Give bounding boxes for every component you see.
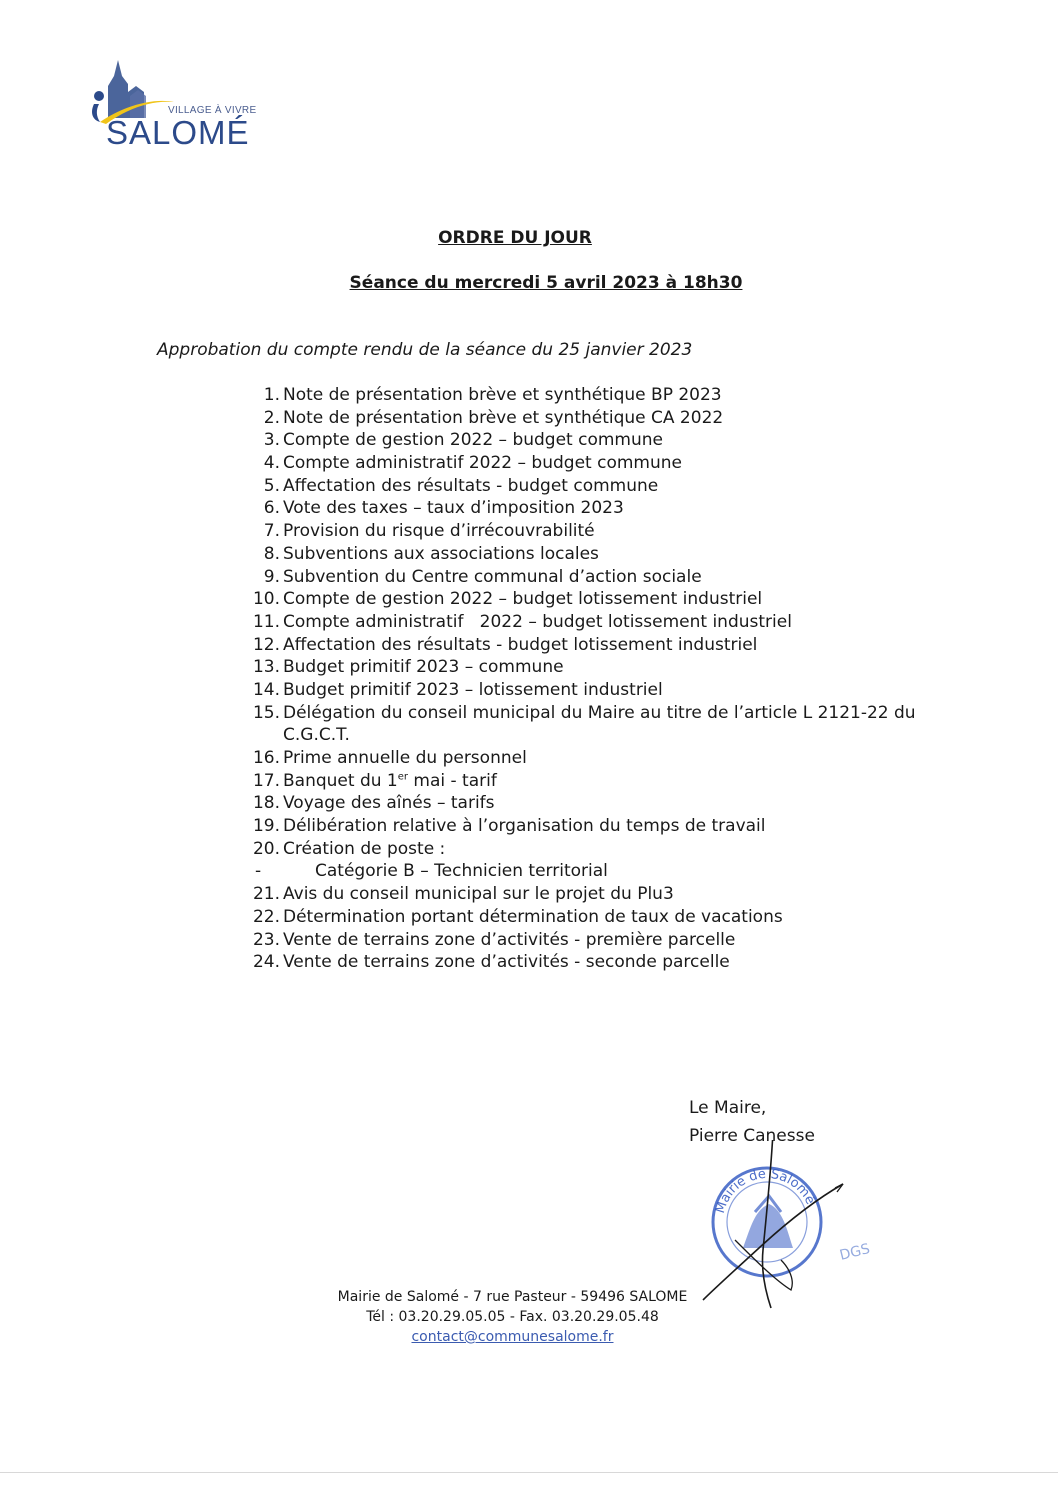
footer-address: Mairie de Salomé - 7 rue Pasteur - 59496 SALOME <box>337 1289 688 1305</box>
agenda-item-number: 17. <box>252 770 280 791</box>
agenda-item-number: 13. <box>252 657 280 678</box>
agenda-item-text: Création de poste : <box>283 838 446 859</box>
agenda-item-text: Détermination portant détermination de taux de vacations <box>283 906 783 927</box>
agenda-item-text: Compte administratif 2022 – budget lotissement industriel <box>283 611 792 632</box>
agenda-item-text: Affectation des résultats - budget commune <box>283 475 659 496</box>
agenda-item-number: 24. <box>252 952 280 973</box>
agenda-item-number: 21. <box>252 884 280 905</box>
agenda-item-number: 19. <box>252 816 280 837</box>
agenda-item-text: Subvention du Centre communal d’action sociale <box>283 566 702 587</box>
footer-email-link[interactable]: contact@communesalome.fr <box>411 1329 614 1345</box>
svg-text:Mairie de Salomé: Mairie de Salomé <box>712 1166 818 1216</box>
agenda-item-text: Vente de terrains zone d’activités - première parcelle <box>283 929 736 950</box>
agenda-item-number: 1. <box>263 385 280 405</box>
agenda-item-text: Vote des taxes – taux d’imposition 2023 <box>283 498 624 519</box>
sub-item-text: Catégorie B – Technicien territorial <box>315 861 608 882</box>
agenda-item-text: Affectation des résultats - budget lotissement industriel <box>283 634 758 655</box>
session-date: Séance du mercredi 5 avril 2023 à 18h30 <box>349 273 743 293</box>
agenda-item-number: 23. <box>252 929 280 950</box>
ordinal-superscript: er <box>397 771 408 783</box>
agenda-item-number: 11. <box>252 611 280 632</box>
agenda-item-text: Compte administratif 2022 – budget commune <box>283 453 682 474</box>
agenda-item-text <box>283 770 497 793</box>
agenda-item-text-end: mai - tarif <box>408 770 497 791</box>
footer-phone: Tél : 03.20.29.05.05 - Fax. 03.20.29.05.48 <box>366 1309 659 1325</box>
agenda-item-text: Délégation du conseil municipal du Maire au titre de l’article L 2121-22 du <box>283 702 916 723</box>
agenda-item-number: 20. <box>252 838 280 859</box>
agenda-item-number: 3. <box>263 430 280 451</box>
agenda-item-number: 10. <box>252 589 280 610</box>
agenda-item-text-continued: C.G.C.T. <box>283 725 350 746</box>
official-stamp <box>695 1140 895 1340</box>
agenda-item-text: Note de présentation brève et synthétique BP 2023 <box>283 385 722 405</box>
agenda-item-number: 9. <box>263 566 280 587</box>
agenda-item-text: Note de présentation brève et synthétique CA 2022 <box>283 407 724 428</box>
agenda-item-text: Compte de gestion 2022 – budget lotissement industriel <box>283 589 763 610</box>
agenda-item-number: 22. <box>252 906 280 927</box>
agenda-item-number: 16. <box>252 748 280 769</box>
agenda-item-text: Voyage des aînés – tarifs <box>283 793 495 814</box>
signatory-role: Le Maire, <box>689 1098 767 1118</box>
agenda-item-number: 12. <box>252 634 280 655</box>
sub-item-dash: - <box>255 861 262 882</box>
salome-logo <box>86 56 261 156</box>
agenda-item-text: Provision du risque d’irrécouvrabilité <box>283 521 595 542</box>
bottom-divider <box>0 1472 1058 1473</box>
agenda-item-text: Budget primitif 2023 – lotissement industriel <box>283 679 663 700</box>
signatory-name: Pierre Canesse <box>689 1126 815 1146</box>
agenda-item-number: 15. <box>252 702 280 723</box>
agenda-item-number: 7. <box>263 521 280 542</box>
document-title: ORDRE DU JOUR <box>438 228 592 248</box>
agenda-item-text: Prime annuelle du personnel <box>283 748 527 769</box>
logo-name: SALOMÉ <box>106 114 250 151</box>
agenda-item-number: 14. <box>252 679 280 700</box>
agenda-item-text: Budget primitif 2023 – commune <box>283 657 564 678</box>
stamp-initials: DGS <box>838 1240 872 1264</box>
agenda-item-text: Avis du conseil municipal sur le projet du Plu3 <box>283 884 674 905</box>
logo-tagline: VILLAGE À VIVRE <box>168 105 257 116</box>
agenda-item-number: 8. <box>263 543 280 564</box>
agenda-item-number: 2. <box>263 407 280 428</box>
agenda-item-text: Subventions aux associations locales <box>283 543 599 564</box>
footer <box>300 1287 725 1347</box>
approval-line: Approbation du compte rendu de la séance du 25 janvier 2023 <box>157 340 693 360</box>
agenda-item-text: Délibération relative à l’organisation du temps de travail <box>283 816 766 837</box>
stamp-seal-icon <box>695 1140 895 1340</box>
agenda-item-number: 18. <box>252 793 280 814</box>
agenda-item-text: Vente de terrains zone d’activités - seconde parcelle <box>283 952 730 973</box>
agenda-item-number: 5. <box>263 475 280 496</box>
agenda-item-number: 4. <box>263 453 280 474</box>
agenda-item-number: 6. <box>263 498 280 519</box>
agenda-item-text-start: Banquet du 1 <box>283 770 398 791</box>
agenda-item-text: Compte de gestion 2022 – budget commune <box>283 430 664 451</box>
